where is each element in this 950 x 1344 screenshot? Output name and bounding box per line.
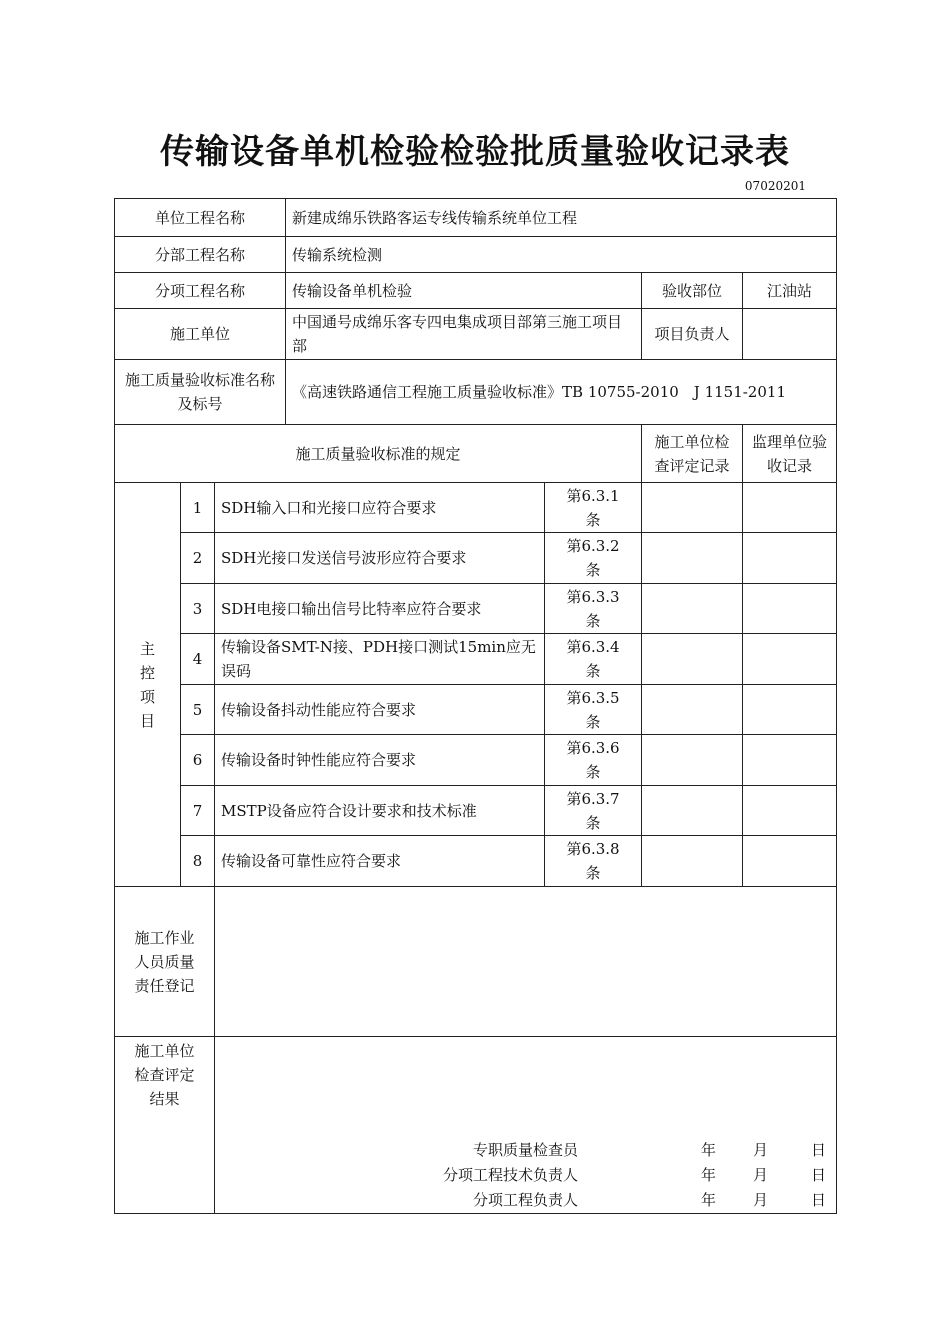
item-text: SDH光接口发送信号波形应符合要求 bbox=[215, 533, 545, 584]
item-construction-check[interactable] bbox=[642, 483, 743, 533]
item-text: 传输设备时钟性能应符合要求 bbox=[215, 735, 545, 786]
standard-value[interactable]: 《高速铁路通信工程施工质量验收标准》TB 10755-2010 J 1151-2011 bbox=[286, 360, 837, 425]
item-clause: 第6.3.6条 bbox=[545, 735, 642, 786]
subitem-value[interactable]: 传输设备单机检验 bbox=[286, 273, 642, 309]
item-no: 6 bbox=[181, 735, 215, 786]
inspection-form-body bbox=[114, 198, 837, 1214]
item-construction-check[interactable] bbox=[642, 533, 743, 584]
item-clause: 第6.3.4条 bbox=[545, 634, 642, 685]
item-supervision-check[interactable] bbox=[743, 735, 837, 786]
item-supervision-check[interactable] bbox=[743, 634, 837, 685]
division-value[interactable]: 传输系统检测 bbox=[286, 237, 837, 273]
item-no: 2 bbox=[181, 533, 215, 584]
item-supervision-check[interactable] bbox=[743, 483, 837, 533]
signer-row-technical-lead bbox=[215, 1163, 836, 1187]
signer-day: 日 bbox=[811, 1191, 827, 1209]
item-text: MSTP设备应符合设计要求和技术标准 bbox=[215, 786, 545, 836]
main-item-row bbox=[115, 836, 837, 887]
signer-month: 月 bbox=[753, 1141, 769, 1159]
item-text: SDH电接口输出信号比特率应符合要求 bbox=[215, 584, 545, 634]
item-text: 传输设备抖动性能应符合要求 bbox=[215, 685, 545, 735]
item-text: SDH输入口和光接口应符合要求 bbox=[215, 483, 545, 533]
item-clause: 第6.3.7条 bbox=[545, 786, 642, 836]
item-clause: 第6.3.5条 bbox=[545, 685, 642, 735]
item-supervision-check[interactable] bbox=[743, 786, 837, 836]
item-clause: 第6.3.3条 bbox=[545, 584, 642, 634]
subitem-row bbox=[115, 273, 837, 309]
unit-project-label: 单位工程名称 bbox=[115, 199, 286, 237]
project-manager-value[interactable] bbox=[743, 309, 837, 360]
main-item-row bbox=[115, 483, 837, 533]
item-no: 3 bbox=[181, 584, 215, 634]
inspect-part-label: 验收部位 bbox=[642, 273, 743, 309]
item-no: 4 bbox=[181, 634, 215, 685]
item-supervision-check[interactable] bbox=[743, 584, 837, 634]
signer-role: 分项工程负责人 bbox=[473, 1191, 579, 1209]
standard-label: 施工质量验收标准名称及标号 bbox=[115, 360, 286, 425]
signer-day: 日 bbox=[811, 1141, 827, 1159]
signer-month: 月 bbox=[753, 1166, 769, 1184]
construction-unit-value[interactable]: 中国通号成绵乐客专四电集成项目部第三施工项目部 bbox=[286, 309, 642, 360]
item-text: 传输设备可靠性应符合要求 bbox=[215, 836, 545, 887]
signer-role: 专职质量检查员 bbox=[473, 1141, 579, 1159]
main-item-row bbox=[115, 735, 837, 786]
signer-row-quality-inspector bbox=[215, 1138, 836, 1162]
item-no: 5 bbox=[181, 685, 215, 735]
result-value[interactable] bbox=[215, 1037, 837, 1214]
column-header-row bbox=[115, 425, 837, 483]
item-clause: 第6.3.8条 bbox=[545, 836, 642, 887]
signer-year: 年 bbox=[701, 1191, 717, 1209]
signer-year: 年 bbox=[701, 1166, 717, 1184]
standard-row bbox=[115, 360, 837, 425]
regulation-header: 施工质量验收标准的规定 bbox=[115, 425, 642, 483]
unit-project-row bbox=[115, 199, 837, 237]
signer-month: 月 bbox=[753, 1191, 769, 1209]
construction-unit-row bbox=[115, 309, 837, 360]
item-clause: 第6.3.1条 bbox=[545, 483, 642, 533]
supervision-check-header: 监理单位验收记录 bbox=[743, 425, 837, 483]
item-supervision-check[interactable] bbox=[743, 533, 837, 584]
item-construction-check[interactable] bbox=[642, 836, 743, 887]
item-clause: 第6.3.2条 bbox=[545, 533, 642, 584]
item-construction-check[interactable] bbox=[642, 634, 743, 685]
item-construction-check[interactable] bbox=[642, 735, 743, 786]
result-label: 施工单位检查评定结果 bbox=[115, 1037, 215, 1214]
form-code: 07020201 bbox=[744, 179, 806, 193]
personnel-value[interactable] bbox=[215, 887, 837, 1037]
project-manager-label: 项目负责人 bbox=[642, 309, 743, 360]
division-label: 分部工程名称 bbox=[115, 237, 286, 273]
construction-check-header: 施工单位检查评定记录 bbox=[642, 425, 743, 483]
inspect-part-value[interactable]: 江油站 bbox=[743, 273, 837, 309]
main-item-row bbox=[115, 634, 837, 685]
signer-row-subitem-lead bbox=[215, 1188, 836, 1212]
item-supervision-check[interactable] bbox=[743, 836, 837, 887]
unit-project-value[interactable]: 新建成绵乐铁路客运专线传输系统单位工程 bbox=[286, 199, 837, 237]
main-item-row bbox=[115, 533, 837, 584]
item-no: 8 bbox=[181, 836, 215, 887]
construction-unit-label: 施工单位 bbox=[115, 309, 286, 360]
signer-role: 分项工程技术负责人 bbox=[443, 1166, 579, 1184]
subitem-label: 分项工程名称 bbox=[115, 273, 286, 309]
item-construction-check[interactable] bbox=[642, 584, 743, 634]
item-construction-check[interactable] bbox=[642, 685, 743, 735]
item-no: 7 bbox=[181, 786, 215, 836]
main-item-row bbox=[115, 786, 837, 836]
personnel-label: 施工作业人员质量责任登记 bbox=[115, 887, 215, 1037]
item-construction-check[interactable] bbox=[642, 786, 743, 836]
personnel-row bbox=[115, 887, 837, 1037]
item-supervision-check[interactable] bbox=[743, 685, 837, 735]
item-text: 传输设备SMT-N接、PDH接口测试15min应无误码 bbox=[215, 634, 545, 685]
item-no: 1 bbox=[181, 483, 215, 533]
main-item-row bbox=[115, 584, 837, 634]
result-row bbox=[115, 1037, 837, 1214]
main-items-group-label: 主控项目 bbox=[115, 483, 181, 887]
signer-day: 日 bbox=[811, 1166, 827, 1184]
main-item-row bbox=[115, 685, 837, 735]
page-title: 传输设备单机检验检验批质量验收记录表 bbox=[160, 132, 790, 172]
signer-year: 年 bbox=[701, 1141, 717, 1159]
division-row bbox=[115, 237, 837, 273]
